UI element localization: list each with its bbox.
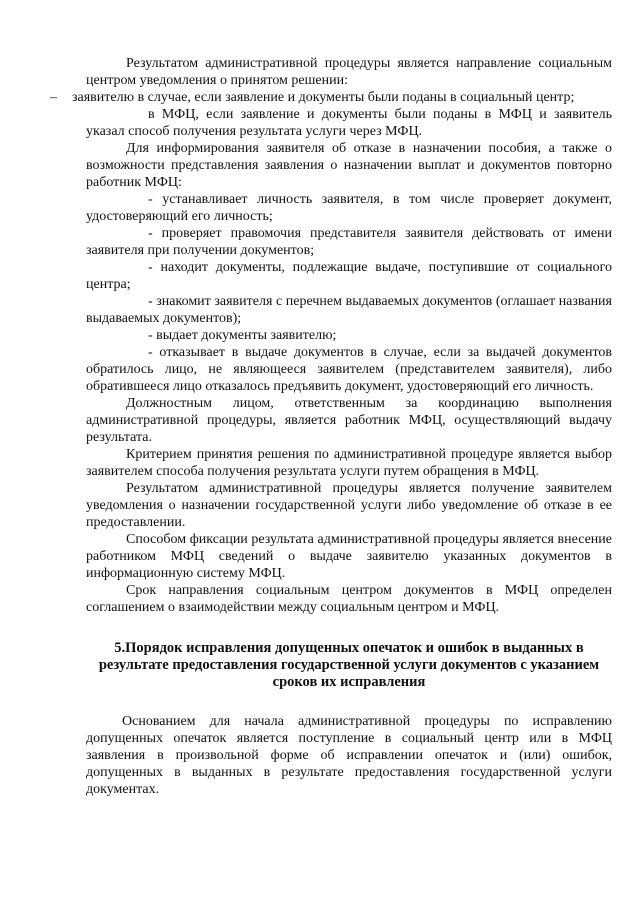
list-item: - проверяет правомочия представителя заявителя действовать от имени заявителя при получении документов;: [86, 226, 612, 258]
paragraph-outcome: Результатом административной процедуры является получение заявителем уведомления о назначении государственной услуги либо уведомление об отказе в ее предоставлении.: [86, 481, 612, 530]
list-item: [50, 89, 612, 106]
document-body: [50, 55, 612, 798]
paragraph-mfc-case: в МФЦ, если заявление и документы были поданы в МФЦ и заявитель указал способ получения результата услуги через МФЦ.: [86, 107, 612, 139]
paragraph-deadline: Срок направления социальным центром документов в МФЦ определен соглашением о взаимодействии между социальным центром и МФЦ.: [86, 583, 612, 615]
list-item: - выдает документы заявителю;: [148, 328, 337, 343]
paragraph-informing: Для информирования заявителя об отказе в назначении пособия, а также о возможности представления заявления о назначении выплат и документов повторно работник МФЦ:: [86, 141, 612, 190]
section-heading: 5.Порядок исправления допущенных опечаток и ошибок в выданных в результате предоставления государственной услуги документов с указанием сроков их исправления: [98, 640, 600, 690]
section-body-paragraph: Основанием для начала административной процедуры по исправлению допущенных опечаток является поступление в социальный центр или в МФЦ заявления в произвольной форме об исправлении опечаток и (или) ошибок, допущенных в выданных в результате предоставления государственной услуги документах.: [86, 714, 612, 797]
list-item-text: заявителю в случае, если заявление и документы были поданы в социальный центр;: [72, 90, 575, 105]
list-item: - знакомит заявителя с перечнем выдаваемых документов (оглашает названия выдаваемых документов);: [86, 294, 612, 326]
paragraph-criterion: Критерием принятия решения по административной процедуре является выбор заявителем способа получения результата услуги путем обращения в МФЦ.: [86, 447, 612, 479]
paragraph-responsible: Должностным лицом, ответственным за координацию выполнения административной процедуры, является работник МФЦ, осуществляющий выдачу результата.: [86, 396, 612, 445]
list-item: - устанавливает личность заявителя, в том числе проверяет документ, удостоверяющий его личность;: [86, 192, 612, 224]
paragraph-fixation: Способом фиксации результата административной процедуры является внесение работником МФЦ сведений о выдаче заявителю указанных документов в информационную систему МФЦ.: [86, 532, 612, 581]
paragraph-result: Результатом административной процедуры является направление социальным центром уведомления о принятом решении:: [86, 56, 612, 88]
list-dash: –: [50, 90, 57, 105]
list-item: - находит документы, подлежащие выдаче, поступившие от социального центра;: [86, 260, 612, 292]
list-item: - отказывает в выдаче документов в случае, если за выдачей документов обратилось лицо, не являющееся заявителем (представителем заявителя), либо обратившееся лицо отказалось предъявить документ, удостоверяющий его личность.: [86, 345, 612, 394]
